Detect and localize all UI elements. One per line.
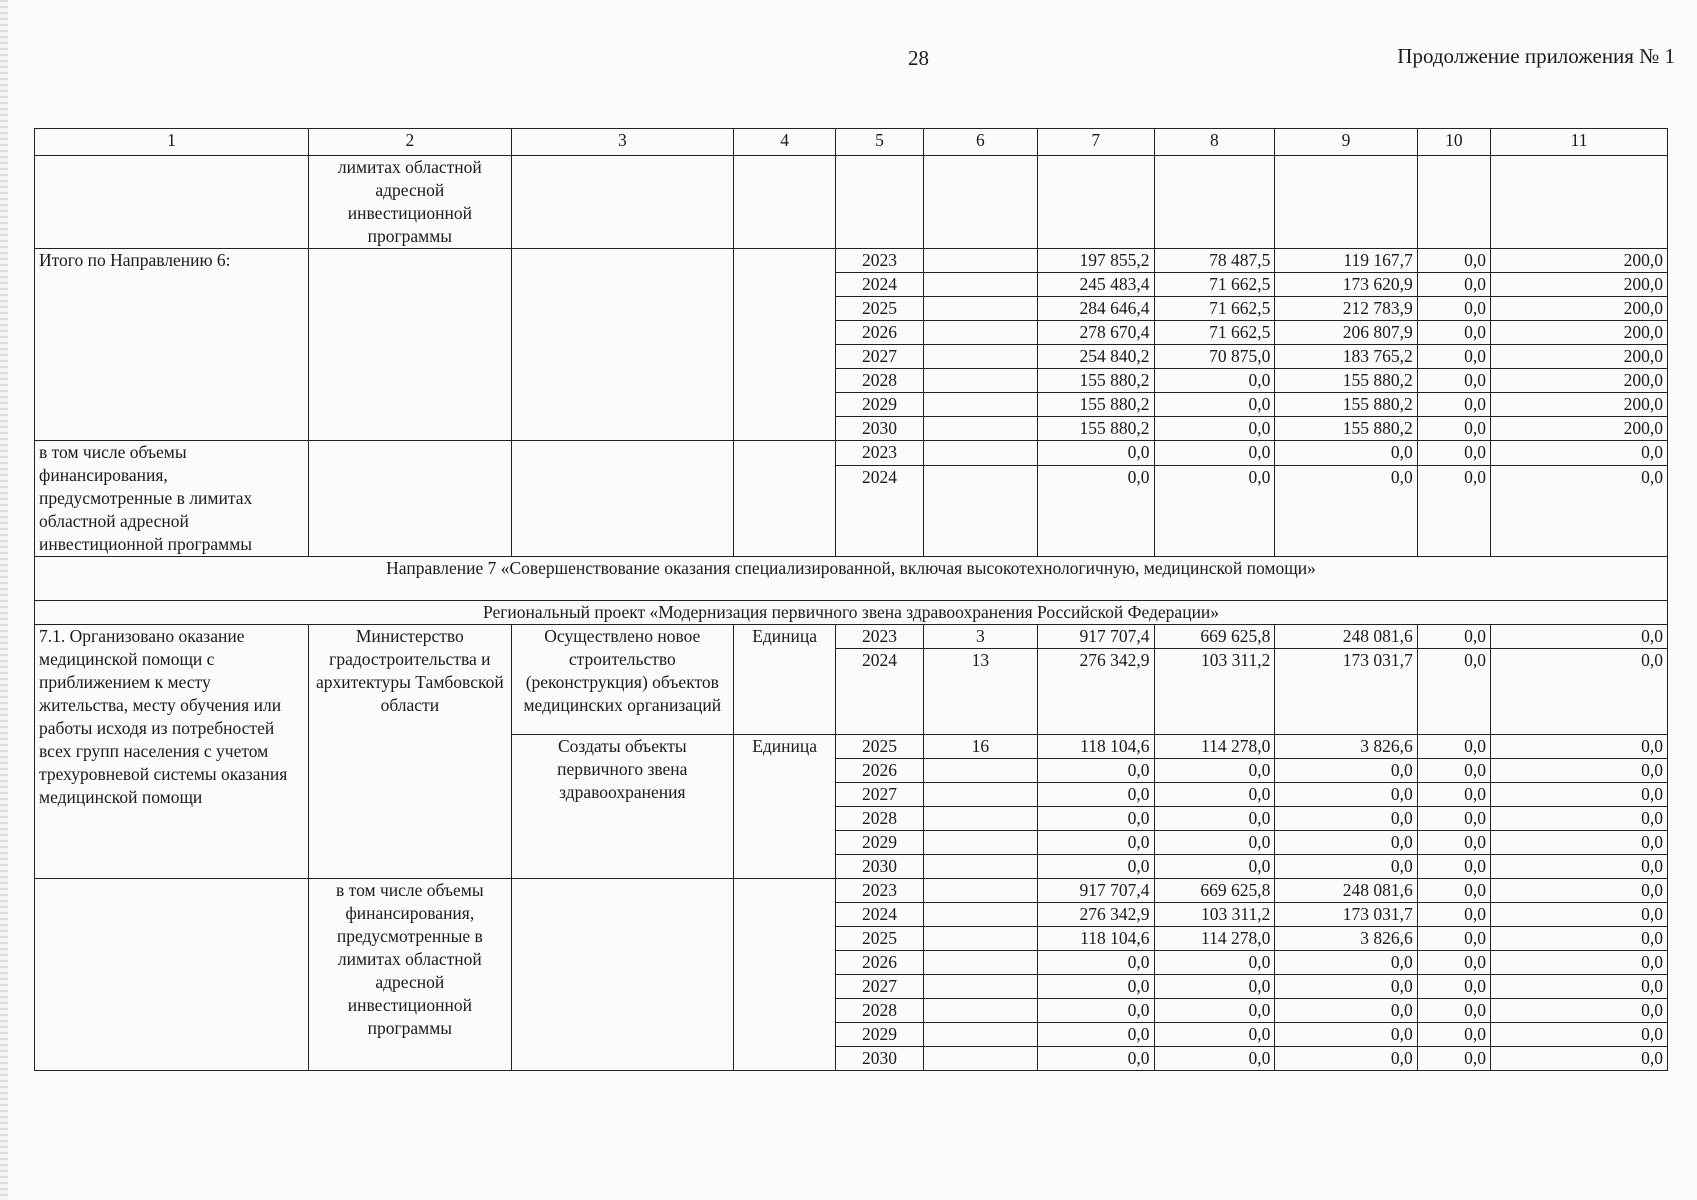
empty-cell	[1491, 156, 1668, 249]
amount-cell: 0,0	[1491, 903, 1668, 927]
amount-cell: 245 483,4	[1038, 273, 1154, 297]
empty-cell	[923, 903, 1037, 927]
amount-cell: 0,0	[1154, 441, 1275, 466]
total6-label: Итого по Направлению 6:	[35, 249, 309, 441]
amount-cell: 0,0	[1491, 831, 1668, 855]
amount-cell: 183 765,2	[1275, 345, 1417, 369]
empty-cell	[923, 393, 1037, 417]
amount-cell: 0,0	[1417, 249, 1490, 273]
amount-cell: 71 662,5	[1154, 321, 1275, 345]
amount-cell: 206 807,9	[1275, 321, 1417, 345]
task71-row	[35, 625, 1668, 649]
result-cell: Создаты объекты первичного звена здравоохранения	[511, 735, 733, 879]
financing-table	[34, 128, 1668, 1071]
amount-cell: 197 855,2	[1038, 249, 1154, 273]
year-cell: 2027	[836, 783, 923, 807]
column-number: 5	[836, 129, 923, 156]
amount-cell: 0,0	[1417, 831, 1490, 855]
year-cell: 2026	[836, 321, 923, 345]
quantity-cell	[923, 855, 1037, 879]
amount-cell: 200,0	[1491, 249, 1668, 273]
amount-cell: 0,0	[1417, 441, 1490, 466]
amount-cell: 0,0	[1417, 297, 1490, 321]
amount-cell: 0,0	[1417, 975, 1490, 999]
column-number: 4	[733, 129, 835, 156]
amount-cell: 0,0	[1038, 441, 1154, 466]
amount-cell: 0,0	[1491, 855, 1668, 879]
empty-cell	[308, 249, 511, 441]
amount-cell: 0,0	[1417, 417, 1490, 441]
amount-cell: 0,0	[1491, 1023, 1668, 1047]
incl6-row	[35, 441, 1668, 466]
year-cell: 2027	[836, 345, 923, 369]
amount-cell: 0,0	[1275, 951, 1417, 975]
year-cell: 2023	[836, 879, 923, 903]
amount-cell: 0,0	[1154, 951, 1275, 975]
amount-cell: 0,0	[1491, 975, 1668, 999]
amount-cell: 0,0	[1417, 1023, 1490, 1047]
result-cell: Осуществлено новое строительство (реконструкция) объектов медицинских организаций	[511, 625, 733, 735]
empty-cell	[35, 879, 309, 1071]
amount-cell: 248 081,6	[1275, 879, 1417, 903]
amount-cell: 0,0	[1417, 903, 1490, 927]
year-cell: 2025	[836, 297, 923, 321]
amount-cell: 0,0	[1491, 999, 1668, 1023]
amount-cell: 212 783,9	[1275, 297, 1417, 321]
year-cell: 2024	[836, 649, 923, 735]
amount-cell: 0,0	[1491, 951, 1668, 975]
amount-cell: 155 880,2	[1038, 393, 1154, 417]
column-number: 2	[308, 129, 511, 156]
empty-cell	[923, 466, 1037, 557]
amount-cell: 114 278,0	[1154, 927, 1275, 951]
year-cell: 2028	[836, 999, 923, 1023]
empty-cell	[511, 249, 733, 441]
amount-cell: 0,0	[1417, 855, 1490, 879]
amount-cell: 0,0	[1417, 321, 1490, 345]
quantity-cell: 16	[923, 735, 1037, 759]
amount-cell: 155 880,2	[1275, 369, 1417, 393]
empty-cell	[733, 879, 835, 1071]
empty-cell	[511, 156, 733, 249]
amount-cell: 200,0	[1491, 393, 1668, 417]
amount-cell: 0,0	[1275, 855, 1417, 879]
amount-cell: 71 662,5	[1154, 273, 1275, 297]
amount-cell: 0,0	[1038, 975, 1154, 999]
project-row	[35, 601, 1668, 625]
amount-cell: 0,0	[1154, 393, 1275, 417]
empty-cell	[923, 1047, 1037, 1071]
amount-cell: 0,0	[1038, 831, 1154, 855]
empty-cell	[923, 951, 1037, 975]
column-number: 11	[1491, 129, 1668, 156]
amount-cell: 103 311,2	[1154, 903, 1275, 927]
amount-cell: 0,0	[1154, 417, 1275, 441]
amount-cell: 0,0	[1417, 393, 1490, 417]
continuation-row	[35, 156, 1668, 249]
empty-cell	[923, 1023, 1037, 1047]
amount-cell: 669 625,8	[1154, 625, 1275, 649]
amount-cell: 0,0	[1491, 1047, 1668, 1071]
amount-cell: 0,0	[1154, 975, 1275, 999]
empty-cell	[923, 297, 1037, 321]
empty-cell	[923, 321, 1037, 345]
amount-cell: 0,0	[1491, 466, 1668, 557]
amount-cell: 0,0	[1417, 879, 1490, 903]
amount-cell: 200,0	[1491, 369, 1668, 393]
quantity-cell: 13	[923, 649, 1037, 735]
amount-cell: 0,0	[1417, 735, 1490, 759]
amount-cell: 70 875,0	[1154, 345, 1275, 369]
amount-cell: 200,0	[1491, 321, 1668, 345]
amount-cell: 248 081,6	[1275, 625, 1417, 649]
year-cell: 2024	[836, 273, 923, 297]
empty-cell	[1275, 156, 1417, 249]
amount-cell: 155 880,2	[1038, 369, 1154, 393]
amount-cell: 78 487,5	[1154, 249, 1275, 273]
amount-cell: 254 840,2	[1038, 345, 1154, 369]
empty-cell	[923, 369, 1037, 393]
amount-cell: 0,0	[1417, 466, 1490, 557]
task71-label: 7.1. Организовано оказание медицинской помощи с приближением к месту жительства, месту обучения или работы исходя из потребностей всех групп населения с учетом трехуровневой системы оказания медицинской помощи	[35, 625, 309, 879]
amount-cell: 0,0	[1038, 1047, 1154, 1071]
amount-cell: 0,0	[1275, 1023, 1417, 1047]
amount-cell: 0,0	[1491, 625, 1668, 649]
column-number: 10	[1417, 129, 1490, 156]
quantity-cell	[923, 759, 1037, 783]
unit-cell: Единица	[733, 625, 835, 735]
empty-cell	[511, 879, 733, 1071]
amount-cell: 284 646,4	[1038, 297, 1154, 321]
year-cell: 2025	[836, 927, 923, 951]
empty-cell	[923, 927, 1037, 951]
amount-cell: 200,0	[1491, 297, 1668, 321]
amount-cell: 0,0	[1275, 1047, 1417, 1071]
scan-edge	[0, 0, 8, 1200]
amount-cell: 0,0	[1491, 759, 1668, 783]
amount-cell: 0,0	[1275, 999, 1417, 1023]
empty-cell	[923, 999, 1037, 1023]
amount-cell: 0,0	[1154, 807, 1275, 831]
amount-cell: 0,0	[1154, 759, 1275, 783]
incl-label: в том числе объемы финансирования, предусмотренные в лимитах областной адресной инвестиционной программы	[308, 879, 511, 1071]
direction-row	[35, 557, 1668, 601]
year-cell: 2030	[836, 855, 923, 879]
empty-cell	[836, 156, 923, 249]
amount-cell: 0,0	[1417, 625, 1490, 649]
amount-cell: 3 826,6	[1275, 927, 1417, 951]
year-cell: 2027	[836, 975, 923, 999]
quantity-cell	[923, 831, 1037, 855]
amount-cell: 0,0	[1038, 951, 1154, 975]
amount-cell: 200,0	[1491, 273, 1668, 297]
year-cell: 2029	[836, 831, 923, 855]
amount-cell: 0,0	[1154, 783, 1275, 807]
empty-cell	[923, 249, 1037, 273]
continuation-text: лимитах областной адресной инвестиционной программы	[308, 156, 511, 249]
amount-cell: 0,0	[1038, 759, 1154, 783]
year-cell: 2029	[836, 393, 923, 417]
amount-cell: 0,0	[1417, 759, 1490, 783]
column-number: 6	[923, 129, 1037, 156]
empty-cell	[35, 156, 309, 249]
year-cell: 2026	[836, 759, 923, 783]
amount-cell: 200,0	[1491, 417, 1668, 441]
amount-cell: 0,0	[1038, 855, 1154, 879]
amount-cell: 0,0	[1275, 466, 1417, 557]
executor-cell: Министерство градостроительства и архитектуры Тамбовской области	[308, 625, 511, 879]
amount-cell: 173 031,7	[1275, 903, 1417, 927]
year-cell: 2028	[836, 369, 923, 393]
amount-cell: 173 620,9	[1275, 273, 1417, 297]
amount-cell: 118 104,6	[1038, 927, 1154, 951]
amount-cell: 118 104,6	[1038, 735, 1154, 759]
quantity-cell: 3	[923, 625, 1037, 649]
empty-cell	[733, 156, 835, 249]
empty-cell	[733, 249, 835, 441]
amount-cell: 0,0	[1154, 1047, 1275, 1071]
column-number: 9	[1275, 129, 1417, 156]
year-cell: 2024	[836, 466, 923, 557]
amount-cell: 0,0	[1038, 999, 1154, 1023]
column-number: 3	[511, 129, 733, 156]
amount-cell: 0,0	[1491, 649, 1668, 735]
amount-cell: 0,0	[1154, 1023, 1275, 1047]
empty-cell	[1154, 156, 1275, 249]
empty-cell	[923, 417, 1037, 441]
amount-cell: 0,0	[1417, 783, 1490, 807]
amount-cell: 0,0	[1275, 831, 1417, 855]
amount-cell: 0,0	[1491, 879, 1668, 903]
amount-cell: 0,0	[1275, 441, 1417, 466]
empty-cell	[923, 879, 1037, 903]
empty-cell	[923, 273, 1037, 297]
amount-cell: 71 662,5	[1154, 297, 1275, 321]
amount-cell: 119 167,7	[1275, 249, 1417, 273]
amount-cell: 0,0	[1417, 369, 1490, 393]
quantity-cell	[923, 807, 1037, 831]
amount-cell: 155 880,2	[1275, 417, 1417, 441]
year-cell: 2023	[836, 441, 923, 466]
empty-cell	[1038, 156, 1154, 249]
amount-cell: 0,0	[1417, 273, 1490, 297]
year-cell: 2023	[836, 249, 923, 273]
amount-cell: 0,0	[1417, 927, 1490, 951]
column-number: 7	[1038, 129, 1154, 156]
empty-cell	[923, 156, 1037, 249]
year-cell: 2024	[836, 903, 923, 927]
year-cell: 2026	[836, 951, 923, 975]
amount-cell: 0,0	[1417, 345, 1490, 369]
amount-cell: 276 342,9	[1038, 903, 1154, 927]
amount-cell: 155 880,2	[1275, 393, 1417, 417]
amount-cell: 0,0	[1275, 975, 1417, 999]
amount-cell: 0,0	[1038, 1023, 1154, 1047]
amount-cell: 103 311,2	[1154, 649, 1275, 735]
amount-cell: 276 342,9	[1038, 649, 1154, 735]
empty-cell	[1417, 156, 1490, 249]
task71-incl-row	[35, 879, 1668, 903]
year-cell: 2028	[836, 807, 923, 831]
column-number-row	[35, 129, 1668, 156]
amount-cell: 669 625,8	[1154, 879, 1275, 903]
empty-cell	[923, 345, 1037, 369]
year-cell: 2023	[836, 625, 923, 649]
amount-cell: 917 707,4	[1038, 879, 1154, 903]
amount-cell: 0,0	[1154, 855, 1275, 879]
amount-cell: 0,0	[1275, 759, 1417, 783]
empty-cell	[923, 441, 1037, 466]
amount-cell: 917 707,4	[1038, 625, 1154, 649]
amount-cell: 0,0	[1154, 466, 1275, 557]
amount-cell: 0,0	[1491, 735, 1668, 759]
year-cell: 2030	[836, 1047, 923, 1071]
amount-cell: 0,0	[1275, 783, 1417, 807]
amount-cell: 0,0	[1038, 466, 1154, 557]
amount-cell: 0,0	[1154, 369, 1275, 393]
amount-cell: 173 031,7	[1275, 649, 1417, 735]
direction7-title: Направление 7 «Совершенствование оказания специализированной, включая высокотехнологичную, медицинской помощи»	[35, 557, 1668, 601]
amount-cell: 0,0	[1417, 951, 1490, 975]
amount-cell: 278 670,4	[1038, 321, 1154, 345]
page-number: 28	[908, 46, 929, 70]
year-cell: 2030	[836, 417, 923, 441]
amount-cell: 0,0	[1154, 999, 1275, 1023]
incl6-label: в том числе объемы финансирования, предусмотренные в лимитах областной адресной инвестиционной программы	[35, 441, 309, 557]
amount-cell: 0,0	[1491, 807, 1668, 831]
amount-cell: 155 880,2	[1038, 417, 1154, 441]
amount-cell: 3 826,6	[1275, 735, 1417, 759]
column-number: 1	[35, 129, 309, 156]
amount-cell: 0,0	[1154, 831, 1275, 855]
project-title: Региональный проект «Модернизация первичного звена здравоохранения Российской Федерации»	[35, 601, 1668, 625]
amount-cell: 200,0	[1491, 345, 1668, 369]
quantity-cell	[923, 783, 1037, 807]
amount-cell: 114 278,0	[1154, 735, 1275, 759]
year-cell: 2029	[836, 1023, 923, 1047]
amount-cell: 0,0	[1491, 441, 1668, 466]
amount-cell: 0,0	[1417, 1047, 1490, 1071]
page-header: Продолжение приложения № 1	[1397, 44, 1675, 68]
amount-cell: 0,0	[1417, 807, 1490, 831]
amount-cell: 0,0	[1417, 649, 1490, 735]
amount-cell: 0,0	[1038, 783, 1154, 807]
amount-cell: 0,0	[1275, 807, 1417, 831]
empty-cell	[511, 441, 733, 557]
unit-cell: Единица	[733, 735, 835, 879]
empty-cell	[733, 441, 835, 557]
amount-cell: 0,0	[1491, 927, 1668, 951]
amount-cell: 0,0	[1491, 783, 1668, 807]
year-cell: 2025	[836, 735, 923, 759]
column-number: 8	[1154, 129, 1275, 156]
amount-cell: 0,0	[1417, 999, 1490, 1023]
amount-cell: 0,0	[1038, 807, 1154, 831]
empty-cell	[308, 441, 511, 557]
empty-cell	[923, 975, 1037, 999]
total6-row	[35, 249, 1668, 273]
